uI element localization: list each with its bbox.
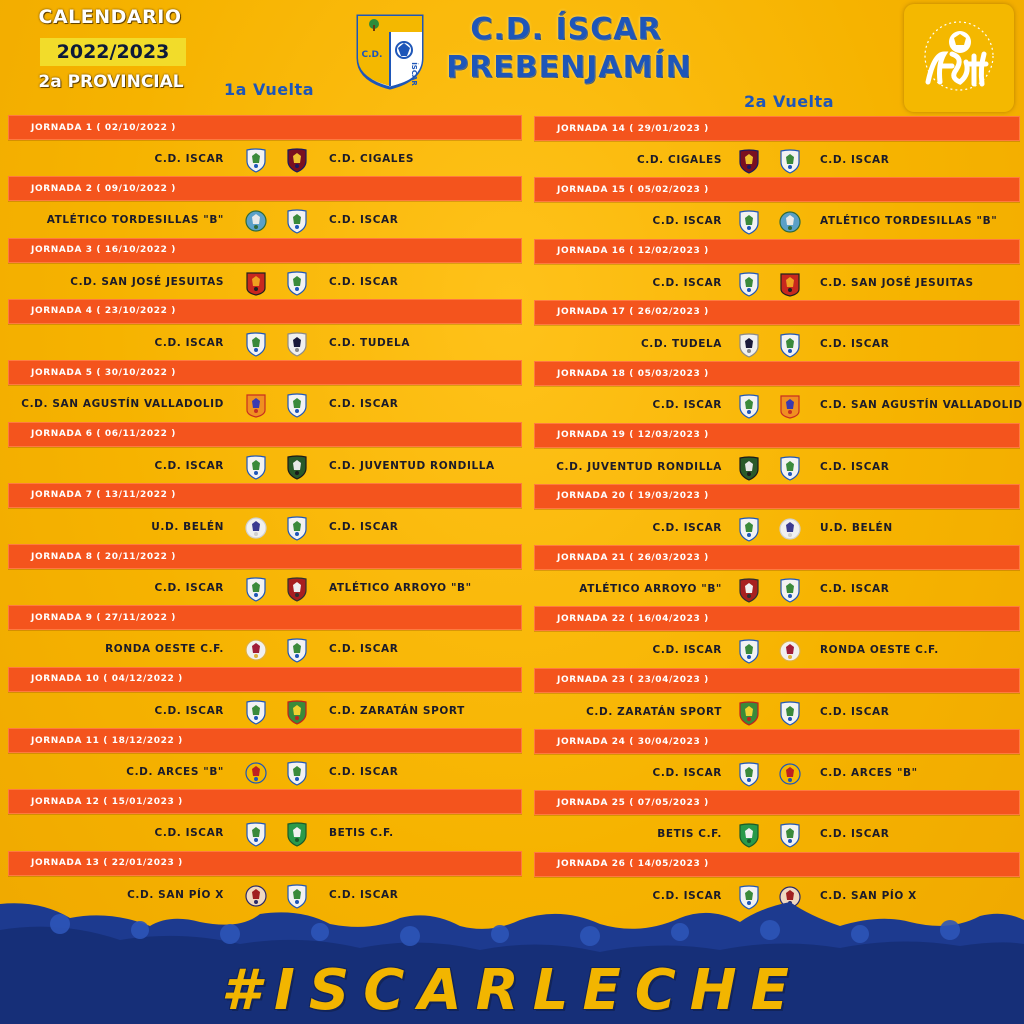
jornada-header: JORNADA 6 ( 06/11/2022 ) bbox=[8, 422, 522, 447]
home-team-name: C.D. ISCAR bbox=[652, 399, 722, 412]
match-row bbox=[520, 393, 1024, 419]
away-team-name: ATLÉTICO TORDESILLAS "B" bbox=[820, 215, 998, 228]
jornada-header: JORNADA 14 ( 29/01/2023 ) bbox=[534, 116, 1020, 141]
home-team-crest-icon bbox=[737, 148, 761, 174]
svg-text:ÍSCAR: ÍSCAR bbox=[410, 62, 418, 86]
away-team-name: BETIS C.F. bbox=[329, 827, 394, 840]
away-team-name: C.D. ISCAR bbox=[820, 583, 890, 596]
away-team-crest-icon bbox=[285, 454, 309, 480]
category-title: PREBENJAMÍN bbox=[446, 50, 692, 85]
away-team-name: C.D. ISCAR bbox=[820, 337, 890, 350]
home-team-name: C.D. ISCAR bbox=[154, 704, 224, 717]
match-row bbox=[0, 576, 520, 602]
match-row bbox=[520, 822, 1024, 848]
jornada-header: JORNADA 7 ( 13/11/2022 ) bbox=[8, 483, 522, 508]
match-row bbox=[520, 761, 1024, 787]
second-round-label: 2a Vuelta bbox=[744, 92, 834, 111]
club-crest-logo bbox=[352, 12, 428, 90]
home-team-name: C.D. ISCAR bbox=[652, 215, 722, 228]
away-team-crest-icon bbox=[285, 576, 309, 602]
away-team-name: C.D. ISCAR bbox=[329, 214, 399, 227]
match-row bbox=[0, 147, 520, 173]
away-team-name: C.D. JUVENTUD RONDILLA bbox=[329, 459, 495, 472]
home-team-name: C.D. ISCAR bbox=[154, 153, 224, 165]
home-team-name: C.D. ISCAR bbox=[652, 644, 722, 657]
calendario-heading: CALENDARIO bbox=[38, 6, 182, 28]
away-team-name: C.D. ISCAR bbox=[820, 460, 890, 473]
match-row bbox=[0, 331, 520, 357]
jornada-header: JORNADA 23 ( 23/04/2023 ) bbox=[534, 668, 1020, 693]
match-row bbox=[520, 332, 1024, 358]
away-team-crest-icon bbox=[778, 148, 802, 174]
jornada-header: JORNADA 21 ( 26/03/2023 ) bbox=[534, 545, 1020, 570]
home-team-name: C.D. ISCAR bbox=[652, 889, 722, 902]
match-row bbox=[0, 208, 520, 234]
home-team-name: ATLÉTICO TORDESILLAS "B" bbox=[46, 214, 224, 227]
federation-logo bbox=[904, 4, 1014, 112]
svg-text:C.D.: C.D. bbox=[361, 50, 383, 60]
away-team-crest-icon bbox=[778, 700, 802, 726]
away-team-name: C.D. SAN PÍO X bbox=[820, 889, 917, 902]
jornada-header: JORNADA 1 ( 02/10/2022 ) bbox=[8, 115, 522, 140]
jornada-header: JORNADA 9 ( 27/11/2022 ) bbox=[8, 605, 522, 630]
away-team-name: C.D. ISCAR bbox=[329, 766, 399, 778]
away-team-crest-icon bbox=[285, 331, 309, 357]
away-team-crest-icon bbox=[285, 637, 309, 663]
home-team-name: ATLÉTICO ARROYO "B" bbox=[579, 583, 722, 596]
away-team-name: U.D. BELÉN bbox=[820, 521, 893, 534]
first-round-label: 1a Vuelta bbox=[224, 80, 314, 99]
match-row bbox=[0, 392, 520, 418]
jornada-header: JORNADA 10 ( 04/12/2022 ) bbox=[8, 667, 522, 692]
home-team-name: BETIS C.F. bbox=[657, 828, 722, 841]
home-team-crest-icon bbox=[737, 577, 761, 603]
jornada-header: JORNADA 5 ( 30/10/2022 ) bbox=[8, 360, 522, 385]
home-team-crest-icon bbox=[244, 760, 268, 786]
away-team-crest-icon bbox=[778, 761, 802, 787]
jornada-header: JORNADA 20 ( 19/03/2023 ) bbox=[534, 484, 1020, 509]
fcylf-logo-icon bbox=[904, 4, 1014, 112]
match-row bbox=[520, 209, 1024, 235]
away-team-crest-icon bbox=[285, 270, 309, 296]
jornada-header: JORNADA 11 ( 18/12/2022 ) bbox=[8, 728, 522, 753]
home-team-crest-icon bbox=[244, 699, 268, 725]
jornada-header: JORNADA 8 ( 20/11/2022 ) bbox=[8, 544, 522, 569]
away-team-name: C.D. ISCAR bbox=[820, 705, 890, 718]
away-team-crest-icon bbox=[285, 760, 309, 786]
away-team-name: C.D. ARCES "B" bbox=[820, 767, 918, 779]
away-team-crest-icon bbox=[285, 208, 309, 234]
away-team-name: C.D. TUDELA bbox=[329, 336, 411, 349]
away-team-name: C.D. ISCAR bbox=[329, 643, 399, 656]
away-team-crest-icon bbox=[285, 821, 309, 847]
home-team-crest-icon bbox=[737, 332, 761, 358]
away-team-crest-icon bbox=[778, 393, 802, 419]
home-team-name: C.D. ZARATÁN SPORT bbox=[586, 705, 722, 718]
home-team-crest-icon bbox=[244, 331, 268, 357]
home-team-crest-icon bbox=[244, 392, 268, 418]
jornada-header: JORNADA 17 ( 26/02/2023 ) bbox=[534, 300, 1020, 325]
home-team-crest-icon bbox=[244, 515, 268, 541]
away-team-crest-icon bbox=[778, 638, 802, 664]
home-team-name: C.D. ISCAR bbox=[652, 767, 722, 779]
match-row bbox=[0, 760, 520, 786]
match-row bbox=[0, 821, 520, 847]
away-team-name: C.D. ISCAR bbox=[329, 888, 399, 901]
match-row bbox=[520, 516, 1024, 542]
home-team-name: C.D. SAN PÍO X bbox=[127, 888, 224, 901]
away-team-name: C.D. SAN JOSÉ JESUITAS bbox=[820, 276, 974, 289]
hashtag-footer: #ISCARLECHE bbox=[221, 958, 803, 1023]
jornada-header: JORNADA 15 ( 05/02/2023 ) bbox=[534, 177, 1020, 202]
home-team-crest-icon bbox=[737, 638, 761, 664]
jornada-header: JORNADA 19 ( 12/03/2023 ) bbox=[534, 423, 1020, 448]
match-row bbox=[520, 271, 1024, 297]
home-team-crest-icon bbox=[737, 822, 761, 848]
jornada-header: JORNADA 3 ( 16/10/2022 ) bbox=[8, 238, 522, 263]
home-team-crest-icon bbox=[244, 270, 268, 296]
away-team-crest-icon bbox=[778, 332, 802, 358]
away-team-name: C.D. ZARATÁN SPORT bbox=[329, 704, 465, 717]
away-team-name: C.D. CIGALES bbox=[329, 153, 415, 165]
club-title: C.D. ÍSCAR bbox=[470, 12, 662, 47]
away-team-crest-icon bbox=[778, 822, 802, 848]
jornada-header: JORNADA 12 ( 15/01/2023 ) bbox=[8, 789, 522, 814]
home-team-name: C.D. JUVENTUD RONDILLA bbox=[556, 460, 722, 473]
match-row bbox=[520, 700, 1024, 726]
home-team-crest-icon bbox=[244, 454, 268, 480]
jornada-header: JORNADA 24 ( 30/04/2023 ) bbox=[534, 729, 1020, 754]
division-label: 2a PROVINCIAL bbox=[38, 72, 184, 92]
match-row bbox=[0, 454, 520, 480]
match-row bbox=[520, 148, 1024, 174]
match-row bbox=[0, 515, 520, 541]
home-team-name: U.D. BELÉN bbox=[151, 520, 224, 533]
away-team-crest-icon bbox=[778, 209, 802, 235]
away-team-crest-icon bbox=[778, 271, 802, 297]
home-team-crest-icon bbox=[737, 209, 761, 235]
home-team-crest-icon bbox=[244, 147, 268, 173]
home-team-crest-icon bbox=[737, 393, 761, 419]
away-team-crest-icon bbox=[285, 147, 309, 173]
away-team-name: C.D. ISCAR bbox=[329, 520, 399, 533]
home-team-name: C.D. ARCES "B" bbox=[126, 766, 224, 778]
home-team-crest-icon bbox=[244, 637, 268, 663]
home-team-name: C.D. ISCAR bbox=[154, 827, 224, 840]
away-team-crest-icon bbox=[778, 577, 802, 603]
home-team-name: C.D. TUDELA bbox=[640, 337, 722, 350]
jornada-header: JORNADA 22 ( 16/04/2023 ) bbox=[534, 606, 1020, 631]
home-team-crest-icon bbox=[737, 700, 761, 726]
away-team-name: C.D. SAN AGUSTÍN VALLADOLID bbox=[820, 399, 1023, 412]
home-team-name: C.D. ISCAR bbox=[154, 336, 224, 349]
home-team-name: C.D. ISCAR bbox=[154, 459, 224, 472]
away-team-name: RONDA OESTE C.F. bbox=[820, 644, 939, 657]
jornada-header: JORNADA 2 ( 09/10/2022 ) bbox=[8, 176, 522, 201]
home-team-crest-icon bbox=[737, 516, 761, 542]
home-team-crest-icon bbox=[244, 821, 268, 847]
home-team-name: C.D. ISCAR bbox=[652, 276, 722, 289]
home-team-name: RONDA OESTE C.F. bbox=[105, 643, 224, 656]
home-team-name: C.D. SAN AGUSTÍN VALLADOLID bbox=[21, 398, 224, 411]
jornada-header: JORNADA 16 ( 12/02/2023 ) bbox=[534, 239, 1020, 264]
jornada-header: JORNADA 25 ( 07/05/2023 ) bbox=[534, 790, 1020, 815]
home-team-name: C.D. ISCAR bbox=[652, 521, 722, 534]
match-row bbox=[520, 577, 1024, 603]
away-team-crest-icon bbox=[778, 516, 802, 542]
home-team-crest-icon bbox=[737, 271, 761, 297]
jornada-header: JORNADA 26 ( 14/05/2023 ) bbox=[534, 852, 1020, 877]
home-team-name: C.D. ISCAR bbox=[154, 582, 224, 595]
home-team-name: C.D. CIGALES bbox=[636, 154, 722, 166]
away-team-name: ATLÉTICO ARROYO "B" bbox=[329, 582, 472, 595]
away-team-name: C.D. ISCAR bbox=[329, 398, 399, 411]
jornada-header: JORNADA 4 ( 23/10/2022 ) bbox=[8, 299, 522, 324]
match-row bbox=[520, 455, 1024, 481]
away-team-crest-icon bbox=[285, 699, 309, 725]
season-label: 2022/2023 bbox=[40, 38, 186, 66]
match-row bbox=[0, 637, 520, 663]
away-team-crest-icon bbox=[285, 392, 309, 418]
away-team-crest-icon bbox=[778, 455, 802, 481]
away-team-crest-icon bbox=[285, 515, 309, 541]
away-team-name: C.D. ISCAR bbox=[820, 828, 890, 841]
home-team-crest-icon bbox=[737, 455, 761, 481]
jornada-header: JORNADA 13 ( 22/01/2023 ) bbox=[8, 851, 522, 876]
away-team-name: C.D. ISCAR bbox=[329, 275, 399, 288]
home-team-name: C.D. SAN JOSÉ JESUITAS bbox=[70, 275, 224, 288]
match-row bbox=[0, 699, 520, 725]
match-row bbox=[520, 638, 1024, 664]
home-team-crest-icon bbox=[244, 208, 268, 234]
away-team-name: C.D. ISCAR bbox=[820, 154, 890, 166]
jornada-header: JORNADA 18 ( 05/03/2023 ) bbox=[534, 361, 1020, 386]
home-team-crest-icon bbox=[737, 761, 761, 787]
home-team-crest-icon bbox=[244, 576, 268, 602]
match-row bbox=[0, 270, 520, 296]
